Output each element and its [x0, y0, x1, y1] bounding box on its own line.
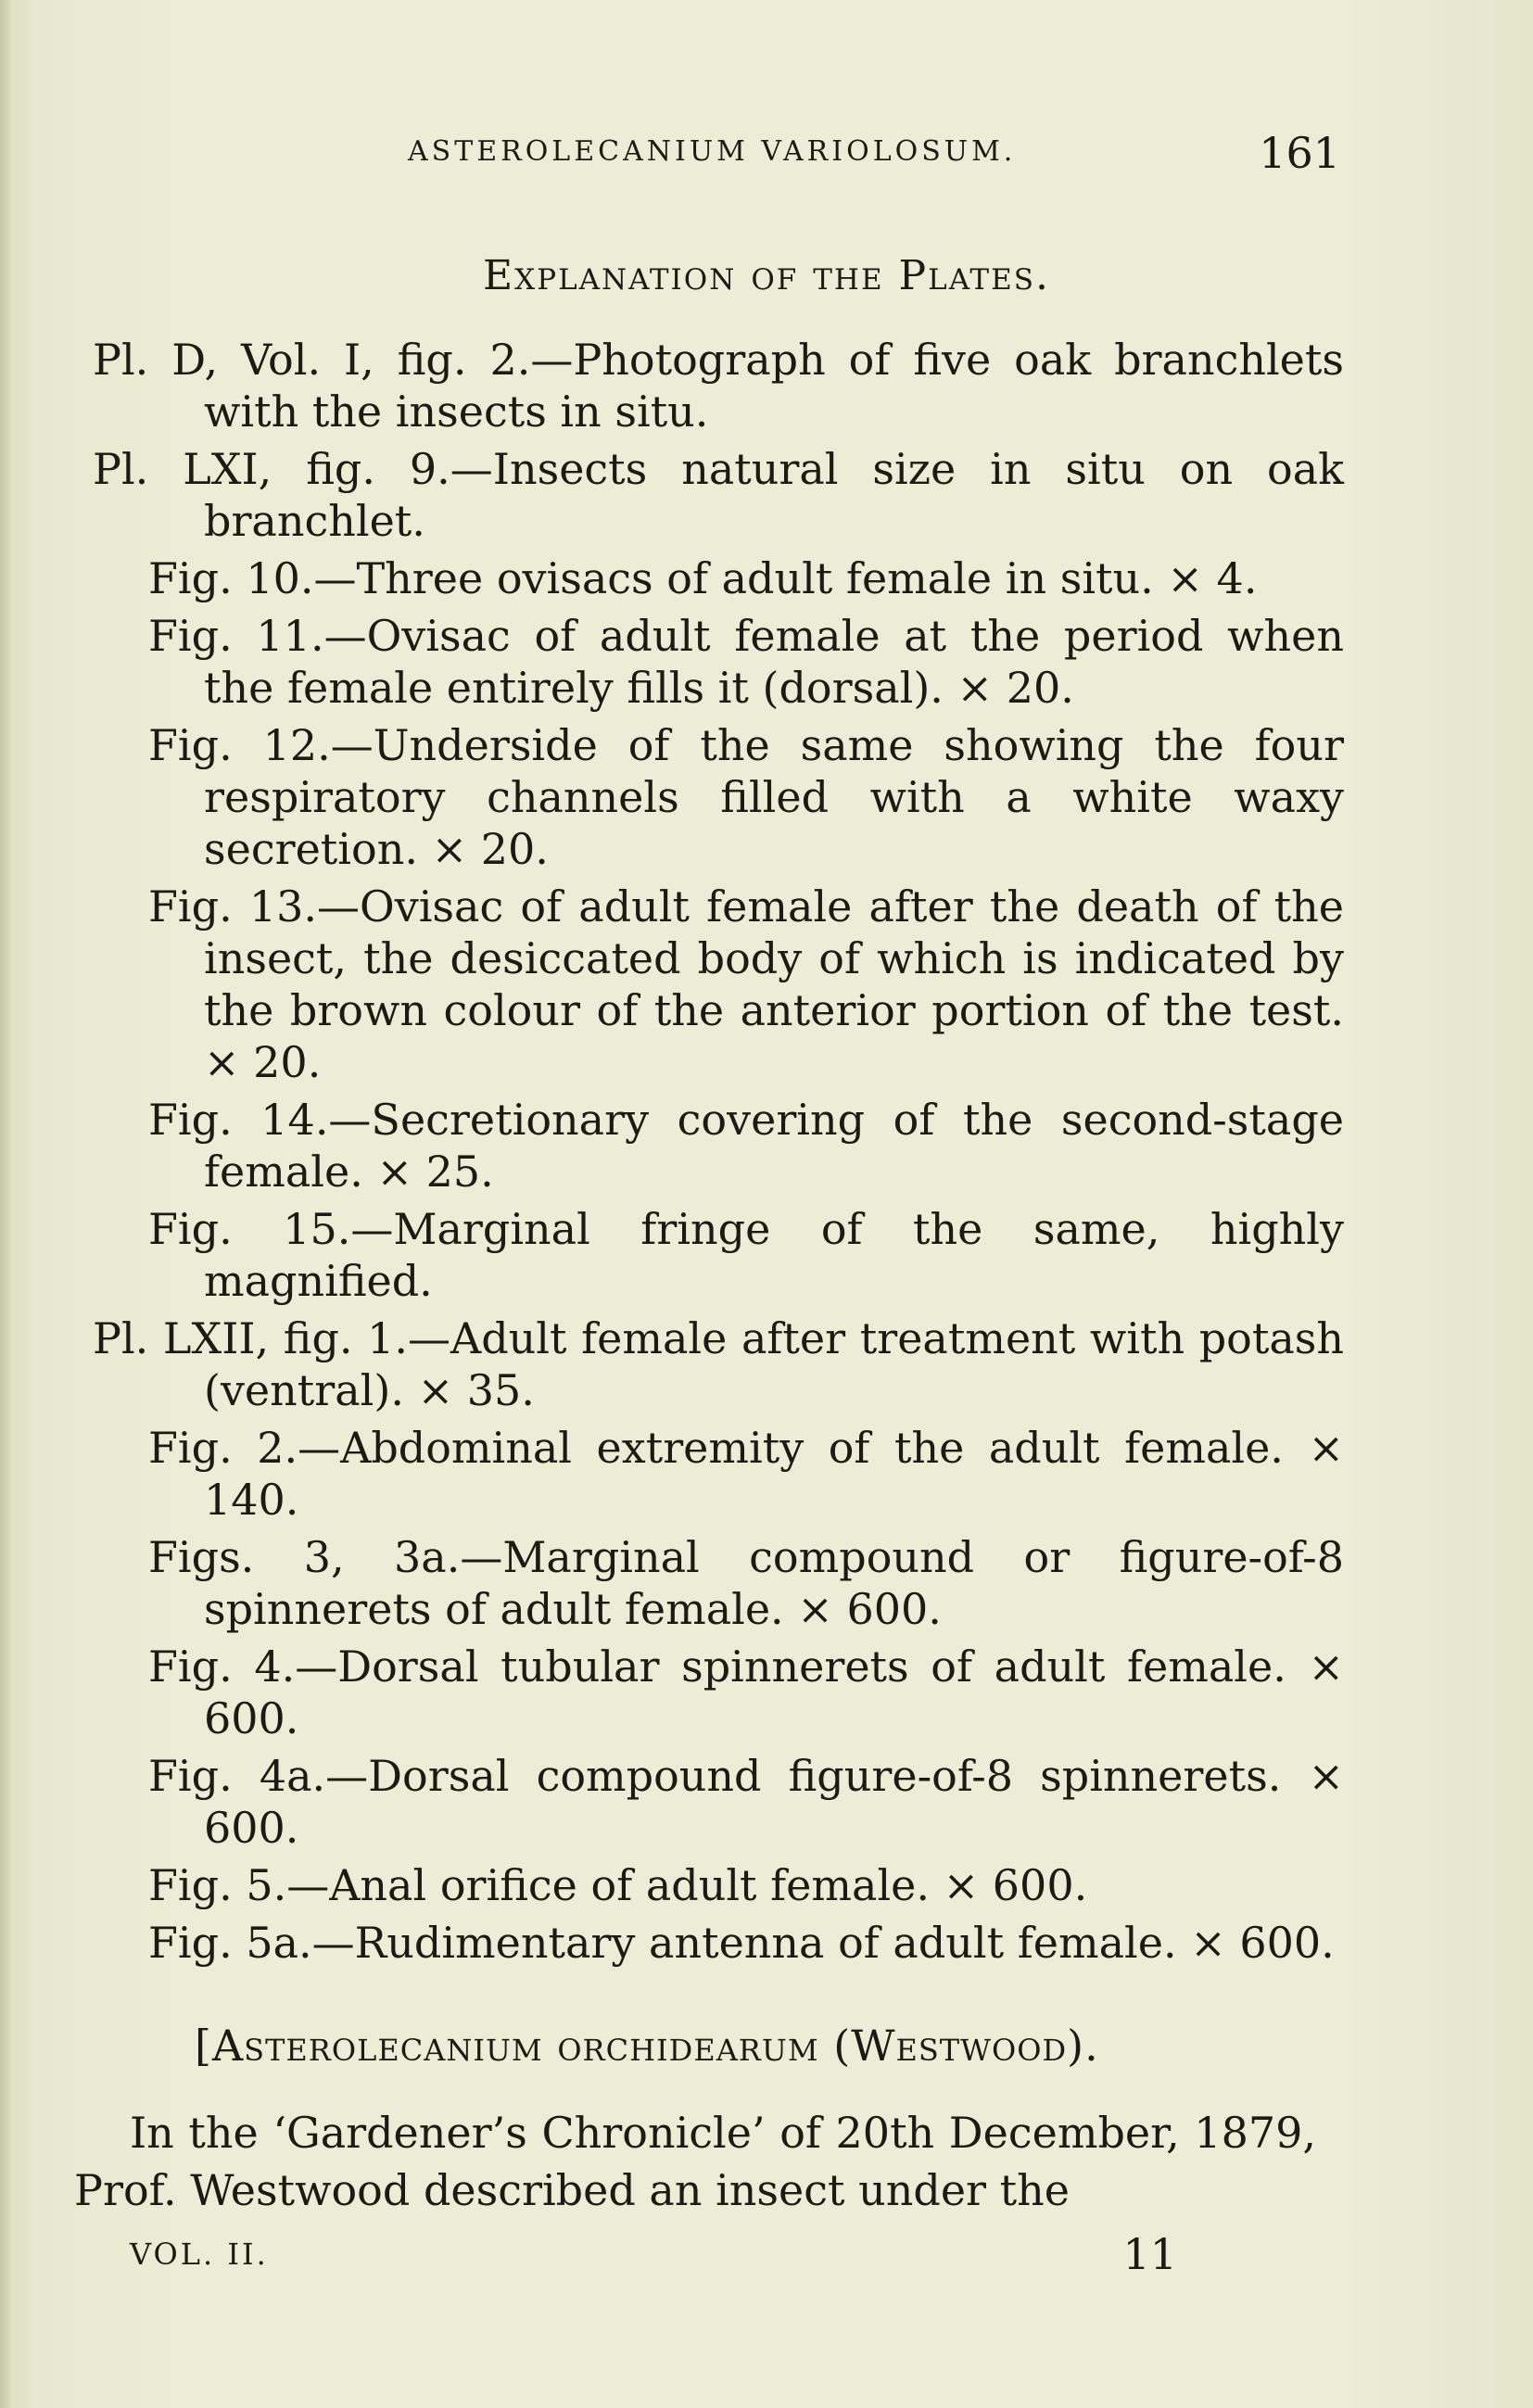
section-heading: Explanation of the Plates.: [483, 252, 1050, 299]
figure-entry: Fig. 5a.—Rudimentary antenna of adult female. × 600.: [148, 1918, 1335, 1968]
plate-entry: Pl. LXI, fig. 9.—Insects natural size in situ on oak branchlet.: [93, 444, 1344, 546]
figure-entry: Fig. 11.—Ovisac of adult female at the period when the female entirely fills it (dorsal). × 20.: [148, 611, 1344, 713]
page-footer: [130, 2229, 1177, 2285]
figure-entry: Fig. 13.—Ovisac of adult female after the death of the insect, the desiccated body of which is indicated by the brown colour of the anterior portion of the test. × 20.: [148, 881, 1344, 1087]
page-number: 161: [1259, 128, 1340, 178]
page-gutter-shadow: [0, 0, 13, 2408]
figure-entry: Fig. 12.—Underside of the same showing the four respiratory channels filled with a white waxy secretion. × 20.: [148, 720, 1344, 874]
subsection-heading: [Asterolecanium orchidearum (Westwood).: [195, 2021, 1099, 2071]
running-title: ASTEROLECANIUM VARIOLOSUM.: [408, 135, 1017, 168]
plate-explanation-list: [93, 334, 1344, 1969]
figure-entry: Fig. 2.—Abdominal extremity of the adult female. × 140.: [148, 1423, 1344, 1525]
figure-entry: Fig. 4.—Dorsal tubular spinnerets of adult female. × 600.: [148, 1641, 1344, 1743]
body-paragraph: In the ‘Gardener’s Chronicle’ of 20th December, 1879, Prof. Westwood described an insect under the: [74, 2108, 1316, 2215]
volume-signature: VOL. II.: [130, 2237, 269, 2272]
plate-entry: Pl. D, Vol. I, fig. 2.—Photograph of five oak branchlets with the insects in situ.: [93, 335, 1344, 437]
figure-entry: Fig. 5.—Anal orifice of adult female. × 600.: [148, 1860, 1088, 1910]
figure-entry: Fig. 14.—Secretionary covering of the second-stage female. × 25.: [148, 1095, 1344, 1197]
page-header: [408, 128, 1344, 184]
figure-entry: Fig. 4a.—Dorsal compound figure-of-8 spinnerets. × 600.: [148, 1751, 1344, 1853]
plate-entry: Pl. LXII, fig. 1.—Adult female after treatment with potash (ventral). × 35.: [93, 1313, 1344, 1415]
figure-entry: Figs. 3, 3a.—Marginal compound or figure-of-8 spinnerets of adult female. × 600.: [148, 1532, 1344, 1634]
figure-entry: Fig. 10.—Three ovisacs of adult female in situ. × 4.: [148, 553, 1258, 603]
signature-number: 11: [1122, 2229, 1177, 2279]
figure-entry: Fig. 15.—Marginal fringe of the same, highly magnified.: [148, 1204, 1344, 1306]
